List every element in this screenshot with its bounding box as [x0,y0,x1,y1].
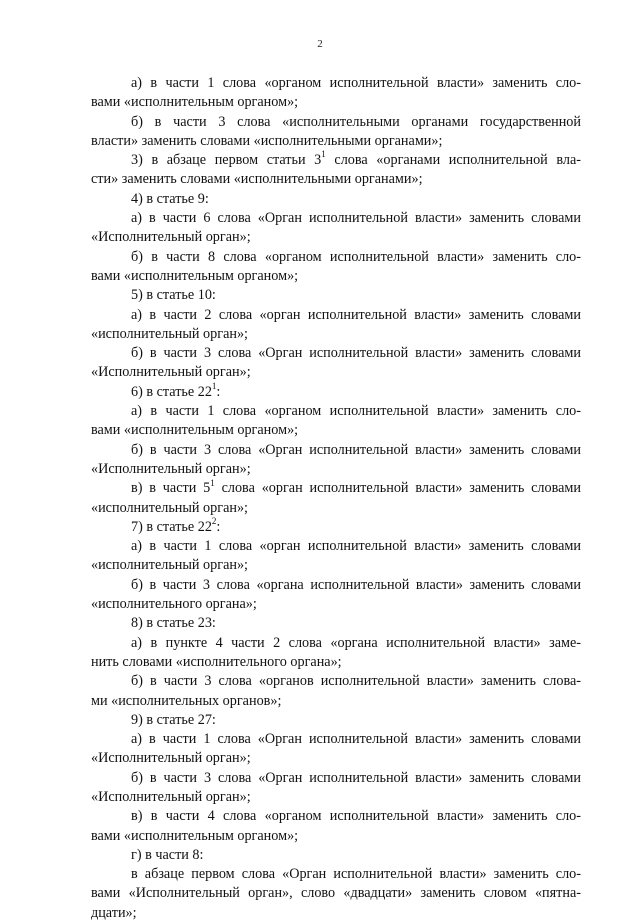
text-line [91,749,581,768]
line-text: «Исполнительный орган»; [91,229,251,246]
line-text: ми «исполнительных органов»; [91,692,282,709]
line-text: слова «орган исполнительной власти» заменить словами [214,480,581,497]
text-line [91,576,581,595]
text-line [91,499,581,518]
text-line [91,93,581,112]
line-text: а) в части 6 слова «Орган исполнительной власти» заменить словами [131,210,581,227]
line-text: в абзаце первом слова «Орган исполнительной власти» заменить сло- [131,866,581,883]
line-text: «исполнительный орган»; [91,499,248,516]
text-line [91,595,581,614]
line-text: дцати»; [91,904,137,921]
line-text: 6) в статье 22 [131,383,212,400]
line-text: а) в части 1 слова «органом исполнительной власти» заменить сло- [131,75,581,91]
line-text: 9) в статье 27: [131,711,216,728]
text-line [91,170,581,189]
line-text: «Исполнительный орган»; [91,788,251,805]
line-text: 7) в статье 22 [131,518,212,535]
line-text: г) в части 8: [131,846,204,863]
text-line [91,865,581,884]
superscript: 1 [321,149,326,160]
line-text: а) в части 1 слова «Орган исполнительной власти» заменить словами [131,731,581,748]
line-text: 8) в статье 23: [131,615,216,632]
text-line [91,807,581,826]
text-line [91,614,581,633]
line-text: б) в части 3 слова «Орган исполнительной власти» заменить словами [131,441,581,458]
text-line [91,769,581,788]
line-text: «исполнительного органа»; [91,596,257,613]
line-text: 3) в абзаце первом статьи 3 [131,152,322,169]
text-line [91,904,581,923]
text-line [91,113,581,132]
line-text: вами «исполнительным органом»; [91,267,299,284]
line-text: «Исполнительный орган»; [91,460,251,477]
superscript: 1 [210,477,215,488]
text-line [91,537,581,556]
line-text: вами «Исполнительный орган», слово «двадцати» заменить словом «пятна- [91,885,581,902]
text-line [91,479,581,498]
line-text: вами «исполнительным органом»; [91,94,299,111]
line-text: нить словами «исполнительного органа»; [91,653,342,670]
line-text: в) в части 4 слова «органом исполнительной власти» заменить сло- [131,808,581,825]
text-line [91,228,581,247]
text-line [91,267,581,286]
text-line [91,884,581,903]
line-text: «исполнительный орган»; [91,557,248,574]
text-line [91,556,581,575]
line-text: а) в части 1 слова «органом исполнительной власти» заменить сло- [131,403,581,420]
line-text: б) в части 3 слова «органов исполнительной власти» заменить слова- [131,673,581,690]
line-text: а) в пункте 4 части 2 слова «органа исполнительной власти» заме- [131,634,581,651]
line-text: б) в части 3 слова «Орган исполнительной власти» заменить словами [131,345,581,362]
text-line [91,730,581,749]
line-text: «Исполнительный орган»; [91,364,251,381]
text-line [91,441,581,460]
line-text: б) в части 8 слова «органом исполнительной власти» заменить сло- [131,248,581,265]
text-line [91,460,581,479]
line-text: вами «исполнительным органом»; [91,422,299,439]
text-line [91,151,581,170]
text-line [91,518,581,537]
text-line [91,788,581,807]
line-text: власти» заменить словами «исполнительными органами»; [91,132,443,149]
line-text: в) в части 5 [131,480,211,497]
line-text: : [216,383,221,400]
page-number: 2 [317,38,323,50]
text-line [91,286,581,305]
superscript: 1 [211,381,217,392]
line-text: «Исполнительный орган»; [91,750,251,767]
text-line [91,672,581,691]
text-line [91,634,581,653]
text-line [91,248,581,267]
text-line [91,846,581,865]
text-line [91,74,581,93]
line-text: слова «органами исполнительной вла- [325,152,581,169]
line-text: б) в части 3 слова «Орган исполнительной власти» заменить словами [131,769,581,786]
text-line [91,190,581,209]
line-text: 5) в статье 10: [131,287,216,304]
text-line [91,383,581,402]
line-text: а) в части 2 слова «орган исполнительной власти» заменить словами [131,306,581,323]
line-text: б) в части 3 слова «исполнительными органами государственной [131,113,581,130]
text-line [91,653,581,672]
document-body [91,74,581,923]
line-text: «исполнительный орган»; [91,325,248,342]
text-line [91,402,581,421]
text-line [91,711,581,730]
text-line [91,692,581,711]
text-line [91,209,581,228]
line-text: 4) в статье 9: [131,190,209,207]
text-line [91,325,581,344]
text-line [91,132,581,151]
text-line [91,827,581,846]
text-line [91,344,581,363]
line-text: а) в части 1 слова «орган исполнительной власти» заменить словами [131,538,581,555]
text-line [91,306,581,325]
text-line [91,421,581,440]
text-line [91,363,581,382]
line-text: сти» заменить словами «исполнительными органами»; [91,171,423,188]
line-text: б) в части 3 слова «органа исполнительной власти» заменить словами [131,576,581,593]
line-text: : [216,518,221,535]
superscript: 2 [211,516,217,527]
line-text: вами «исполнительным органом»; [91,827,299,844]
